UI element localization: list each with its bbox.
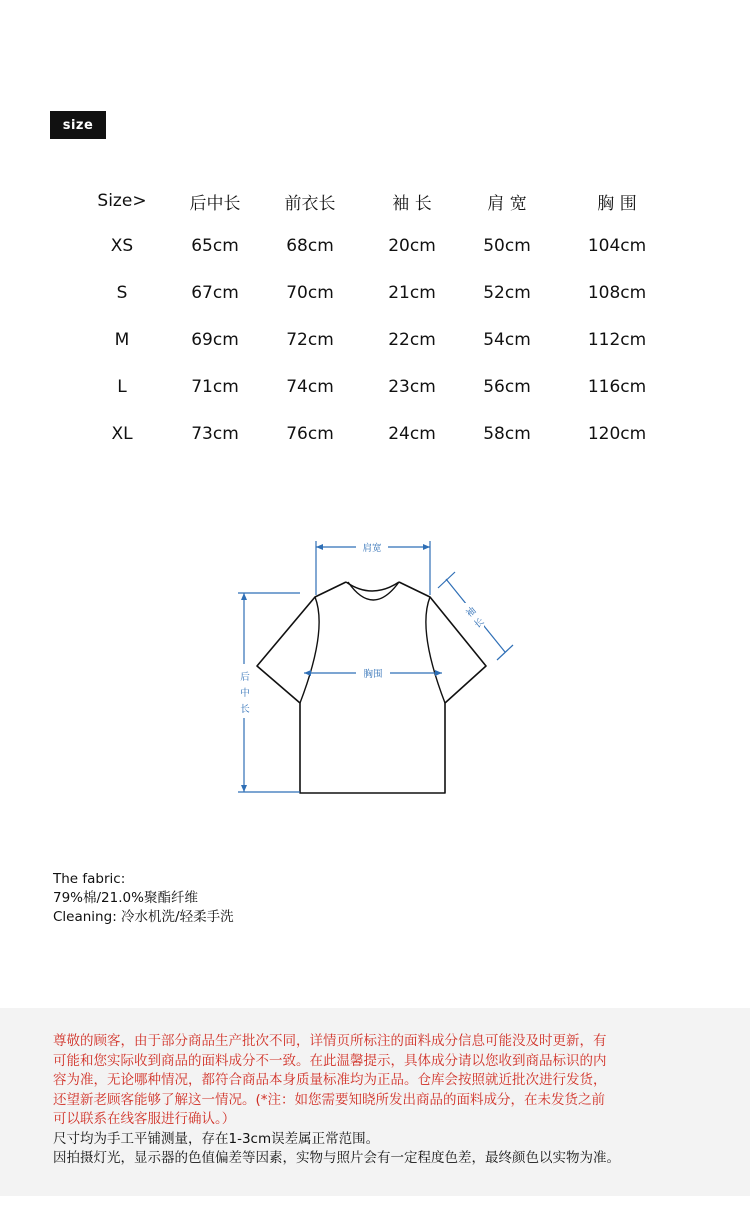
tshirt-measurement-diagram [236, 536, 516, 802]
cell-size: S [116, 282, 128, 303]
header-chest: 胸 围 [597, 193, 637, 214]
cell-value: 20cm [388, 235, 436, 256]
back-length-label-3: 长 [240, 704, 250, 715]
cell-value: 120cm [587, 423, 647, 444]
header-back-length: 后中长 [189, 193, 241, 214]
notice-line: 容为准，无论哪种情况，都符合商品本身质量标准均为正品。仓库会按照就近批次进行发货， [53, 1072, 607, 1088]
back-length-label-2: 中 [240, 688, 250, 699]
shoulder-label: 肩宽 [362, 543, 382, 554]
notice-line: 可能和您实际收到商品的面料成分不一致。在此温馨提示，具体成分请以您收到商品标识的内 [53, 1052, 607, 1069]
header-shoulder-width: 肩 宽 [487, 193, 527, 214]
size-tag: size [50, 111, 106, 139]
cell-value: 50cm [483, 235, 531, 256]
cell-value: 67cm [191, 282, 239, 303]
tshirt-outline [257, 582, 486, 793]
cell-value: 56cm [483, 376, 531, 397]
cell-value: 68cm [286, 235, 334, 256]
left-armhole [300, 597, 319, 703]
cell-size: XS [110, 235, 134, 256]
cell-value: 70cm [286, 282, 334, 303]
sleeve-label-2: 长 [472, 616, 487, 631]
cell-value: 76cm [286, 423, 334, 444]
cell-value: 73cm [191, 423, 239, 444]
notice-color-line: 因拍摄灯光，显示器的色值偏差等因素，实物与照片会有一定程度色差，最终颜色以实物为准。 [53, 1150, 620, 1166]
cell-size: M [114, 329, 130, 350]
cell-value: 52cm [483, 282, 531, 303]
header-front-length: 前衣长 [284, 193, 336, 214]
fabric-info [53, 870, 234, 927]
notice-measure-line: 尺寸均为手工平铺测量，存在1-3cm误差属正常范围。 [53, 1130, 380, 1147]
cell-value: 23cm [388, 376, 436, 397]
fabric-cleaning: Cleaning: 冷水机洗/轻柔手洗 [53, 909, 234, 925]
table-row [74, 269, 684, 316]
chest-label: 胸围 [363, 669, 383, 680]
table-row [74, 363, 684, 410]
table-header-row [74, 180, 684, 222]
cell-value: 69cm [191, 329, 239, 350]
cell-value: 65cm [191, 235, 239, 256]
sleeve-label-1: 袖 [464, 605, 479, 620]
notice-panel [0, 1008, 750, 1196]
cell-size: L [117, 376, 127, 397]
table-row [74, 316, 684, 363]
header-size: Size> [97, 191, 147, 211]
cell-value: 54cm [483, 329, 531, 350]
cell-value: 116cm [587, 376, 647, 397]
cell-value: 71cm [191, 376, 239, 397]
cell-value: 104cm [587, 235, 647, 256]
cell-value: 22cm [388, 329, 436, 350]
table-row [74, 222, 684, 269]
size-table [74, 180, 684, 457]
cell-size: XL [111, 423, 133, 444]
notice-line: 尊敬的顾客，由于部分商品生产批次不同，详情页所标注的面料成分信息可能没及时更新，有 [53, 1033, 607, 1049]
cell-value: 112cm [587, 329, 647, 350]
table-row [74, 410, 684, 457]
fabric-composition: 79%棉/21.0%聚酯纤维 [53, 890, 198, 906]
notice-line: 可以联系在线客服进行确认。） [53, 1111, 236, 1127]
cell-value: 108cm [587, 282, 647, 303]
cell-value: 72cm [286, 329, 334, 350]
header-sleeve-length: 袖 长 [392, 193, 432, 214]
cell-value: 24cm [388, 423, 436, 444]
fabric-title: The fabric: [53, 871, 126, 887]
cell-value: 58cm [483, 423, 531, 444]
cell-value: 21cm [388, 282, 436, 303]
notice-line: 还望新老顾客能够了解这一情况。(*注：如您需要知晓所发出商品的面料成分，在未发货之前 [53, 1091, 606, 1108]
cell-value: 74cm [286, 376, 334, 397]
back-length-label-1: 后 [240, 672, 250, 683]
